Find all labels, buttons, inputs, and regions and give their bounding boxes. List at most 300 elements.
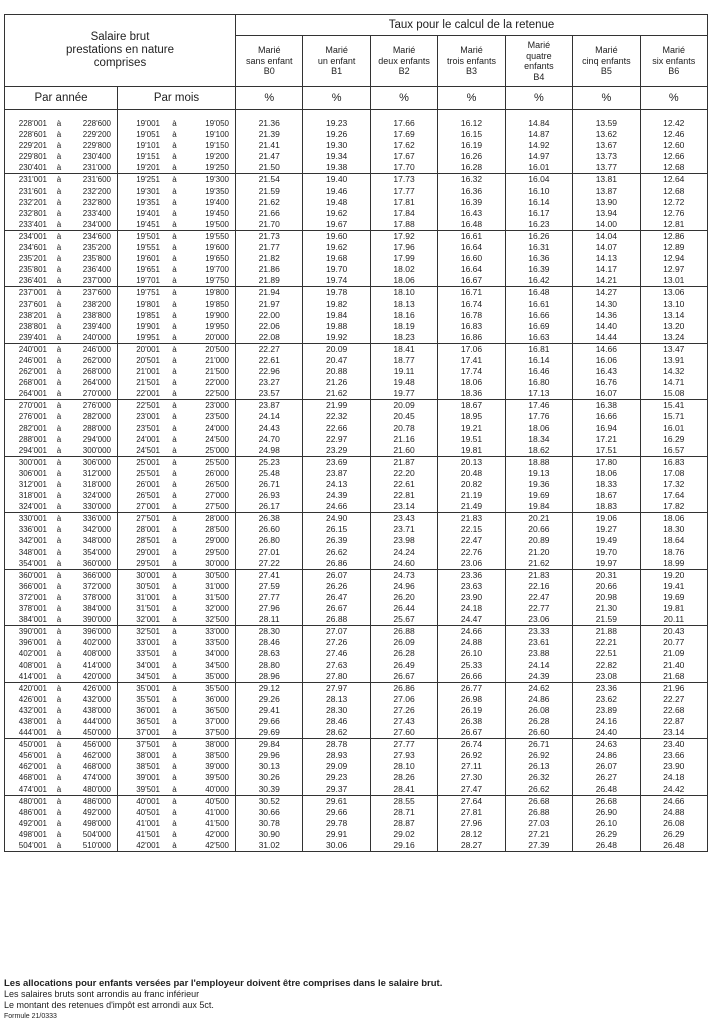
monthly-range-from: 19'951	[136, 332, 160, 342]
rate-cell-b1: 28.62	[303, 727, 370, 739]
annual-range	[5, 581, 118, 592]
annual-range-to: 420'000	[82, 671, 111, 681]
annual-range-from: 270'001	[18, 401, 47, 411]
rate-cell-b4: 26.68	[505, 795, 572, 807]
annual-range-from: 342'001	[18, 536, 47, 546]
annual-range-to: 234'000	[82, 219, 111, 229]
annual-range-to: 408'000	[82, 649, 111, 659]
range-separator: à	[56, 186, 62, 196]
annual-range-to: 235'800	[82, 254, 111, 264]
monthly-range-to: 22'000	[205, 378, 229, 388]
range-separator: à	[172, 378, 177, 388]
range-separator: à	[172, 649, 177, 659]
rate-cell-b3: 27.47	[438, 784, 505, 796]
annual-range-from: 354'001	[18, 558, 47, 568]
monthly-range-from: 21'501	[136, 378, 160, 388]
range-separator: à	[56, 130, 62, 140]
rate-cell-b3: 27.96	[438, 818, 505, 829]
monthly-range-to: 19'250	[205, 163, 229, 173]
rate-cell-b1: 26.47	[303, 592, 370, 603]
rate-cell-b2: 17.66	[370, 118, 437, 129]
annual-range-from: 360'001	[18, 570, 47, 580]
rate-cell-b5: 20.98	[573, 592, 640, 603]
rate-cell-b6: 19.69	[640, 592, 707, 603]
table-row	[5, 716, 708, 727]
rate-cell-b5: 17.21	[573, 434, 640, 445]
range-separator: à	[172, 208, 177, 218]
rate-header: Taux pour le calcul de la retenue	[236, 15, 708, 36]
monthly-range-to: 19'450	[205, 208, 229, 218]
rate-cell-b0: 22.00	[236, 310, 303, 321]
rate-cell-b1: 28.78	[303, 739, 370, 751]
rate-cell-b1: 24.13	[303, 479, 370, 490]
rate-cell-b0: 21.82	[236, 253, 303, 264]
rate-cell-b4: 16.66	[505, 310, 572, 321]
annual-range	[5, 501, 118, 513]
table-row	[5, 264, 708, 275]
table-row	[5, 705, 708, 716]
rate-cell-b6: 18.99	[640, 558, 707, 570]
rate-cell-b6: 12.89	[640, 242, 707, 253]
rate-cell-b1: 23.29	[303, 445, 370, 457]
rate-cell-b6: 13.10	[640, 299, 707, 310]
rate-cell-b6: 22.27	[640, 694, 707, 705]
rate-cell-b1: 20.47	[303, 355, 370, 366]
rate-cell-b3: 17.74	[438, 366, 505, 377]
rate-cell-b1: 28.93	[303, 750, 370, 761]
rate-cell-b0: 28.80	[236, 660, 303, 671]
rate-cell-b1: 19.38	[303, 162, 370, 174]
annual-range-from: 237'601	[18, 299, 47, 309]
rate-cell-b0: 24.43	[236, 423, 303, 434]
rate-cell-b1: 23.69	[303, 456, 370, 468]
rate-cell-b0: 22.96	[236, 366, 303, 377]
annual-range-to: 232'200	[82, 186, 111, 196]
rate-cell-b0: 29.26	[236, 694, 303, 705]
rate-cell-b3: 26.74	[438, 739, 505, 751]
monthly-range-from: 31'001	[136, 592, 160, 602]
rate-cell-b1: 28.30	[303, 705, 370, 716]
monthly-range-to: 21'500	[205, 367, 229, 377]
rate-cell-b0: 21.66	[236, 208, 303, 219]
rate-cell-b4: 23.61	[505, 637, 572, 648]
monthly-range-from: 19'101	[136, 141, 160, 151]
monthly-range	[118, 750, 236, 761]
rate-cell-b4: 19.36	[505, 479, 572, 490]
range-separator: à	[172, 152, 177, 162]
annual-range-to: 232'800	[82, 197, 111, 207]
rate-cell-b4: 23.88	[505, 648, 572, 659]
range-separator: à	[172, 751, 177, 761]
range-separator: à	[56, 671, 62, 681]
rate-cell-b3: 26.38	[438, 716, 505, 727]
monthly-range	[118, 727, 236, 739]
annual-range	[5, 490, 118, 501]
rate-cell-b1: 29.09	[303, 761, 370, 772]
monthly-range-to: 19'650	[205, 254, 229, 264]
rate-cell-b0: 22.61	[236, 355, 303, 366]
annual-range-to: 468'000	[82, 762, 111, 772]
rate-cell-b2: 24.24	[370, 547, 437, 558]
annual-range	[5, 739, 118, 751]
annual-range	[5, 118, 118, 129]
rate-cell-b0: 30.13	[236, 761, 303, 772]
monthly-range	[118, 694, 236, 705]
annual-range	[5, 818, 118, 829]
rate-cell-b5: 14.00	[573, 219, 640, 231]
table-row	[5, 377, 708, 388]
table-row	[5, 739, 708, 751]
monthly-range	[118, 614, 236, 626]
rate-cell-b6: 16.29	[640, 434, 707, 445]
rate-cell-b6: 18.76	[640, 547, 707, 558]
table-row	[5, 795, 708, 807]
range-separator: à	[172, 627, 177, 637]
annual-range-from: 432'001	[18, 705, 47, 715]
range-separator: à	[172, 547, 177, 557]
annual-range-from: 282'001	[18, 423, 47, 433]
rate-cell-b5: 26.48	[573, 784, 640, 796]
range-separator: à	[56, 276, 62, 286]
rate-cell-b1: 19.26	[303, 129, 370, 140]
monthly-range	[118, 829, 236, 840]
rate-cell-b4: 26.28	[505, 716, 572, 727]
monthly-range-to: 29'500	[205, 547, 229, 557]
annual-range-to: 276'000	[82, 401, 111, 411]
monthly-range-to: 19'350	[205, 186, 229, 196]
monthly-range	[118, 592, 236, 603]
rate-cell-b4: 17.46	[505, 400, 572, 412]
table-row	[5, 840, 708, 852]
annual-range-to: 229'200	[82, 130, 111, 140]
rate-cell-b3: 16.32	[438, 174, 505, 186]
monthly-range-from: 28'001	[136, 525, 160, 535]
rate-cell-b3: 16.86	[438, 332, 505, 344]
monthly-range	[118, 479, 236, 490]
annual-range	[5, 535, 118, 546]
range-separator: à	[172, 773, 177, 783]
rate-cell-b5: 16.66	[573, 411, 640, 422]
table-row	[5, 772, 708, 783]
range-separator: à	[56, 445, 62, 455]
monthly-range-from: 19'401	[136, 208, 160, 218]
rate-cell-b3: 16.64	[438, 264, 505, 275]
annual-range-from: 230'401	[18, 163, 47, 173]
rate-cell-b1: 26.88	[303, 614, 370, 626]
rate-cell-b6: 19.81	[640, 603, 707, 614]
rate-cell-b0: 28.63	[236, 648, 303, 659]
annual-range-from: 408'001	[18, 660, 47, 670]
annual-range-to: 498'000	[82, 818, 111, 828]
annual-range	[5, 445, 118, 457]
monthly-range	[118, 343, 236, 355]
monthly-range-from: 19'351	[136, 197, 160, 207]
monthly-range-to: 19'550	[205, 231, 229, 241]
rate-cell-b0: 21.97	[236, 299, 303, 310]
annual-range-from: 233'401	[18, 219, 47, 229]
rate-cell-b1: 26.86	[303, 558, 370, 570]
monthly-range-to: 26'000	[205, 468, 229, 478]
monthly-range	[118, 411, 236, 422]
rate-cell-b1: 27.26	[303, 637, 370, 648]
monthly-range-to: 33'000	[205, 627, 229, 637]
table-row	[5, 603, 708, 614]
rate-cell-b4: 16.14	[505, 355, 572, 366]
monthly-range	[118, 818, 236, 829]
monthly-range	[118, 230, 236, 242]
rate-cell-b2: 21.60	[370, 445, 437, 457]
annual-range	[5, 151, 118, 162]
monthly-range	[118, 275, 236, 287]
rate-cell-b5: 13.81	[573, 174, 640, 186]
rate-cell-b0: 25.48	[236, 468, 303, 479]
rate-cell-b2: 27.77	[370, 739, 437, 751]
annual-range-from: 450'001	[18, 740, 47, 750]
monthly-range-to: 39'000	[205, 762, 229, 772]
group-spacer	[5, 110, 708, 119]
monthly-range	[118, 660, 236, 671]
monthly-range	[118, 705, 236, 716]
rate-cell-b5: 19.27	[573, 524, 640, 535]
annual-range-from: 492'001	[18, 818, 47, 828]
rate-cell-b4: 16.01	[505, 162, 572, 174]
monthly-range-to: 35'500	[205, 683, 229, 693]
rate-cell-b5: 16.06	[573, 355, 640, 366]
rate-cell-b4: 20.21	[505, 513, 572, 525]
rate-cell-b4: 26.60	[505, 727, 572, 739]
rate-cell-b5: 21.30	[573, 603, 640, 614]
table-row	[5, 513, 708, 525]
range-separator: à	[172, 468, 177, 478]
range-separator: à	[172, 570, 177, 580]
rate-cell-b3: 16.64	[438, 242, 505, 253]
monthly-range-to: 40'000	[205, 784, 229, 794]
annual-range	[5, 174, 118, 186]
rate-cell-b6: 17.08	[640, 468, 707, 479]
rate-cell-b4: 14.92	[505, 140, 572, 151]
rate-cell-b6: 22.68	[640, 705, 707, 716]
rate-cell-b5: 23.36	[573, 682, 640, 694]
rate-cell-b3: 16.39	[438, 197, 505, 208]
rate-cell-b3: 16.67	[438, 275, 505, 287]
monthly-range-to: 42'000	[205, 829, 229, 839]
monthly-range-from: 32'501	[136, 627, 160, 637]
rate-cell-b1: 28.13	[303, 694, 370, 705]
rate-cell-b6: 12.64	[640, 174, 707, 186]
range-separator: à	[172, 434, 177, 444]
rate-cell-b1: 20.09	[303, 343, 370, 355]
rate-cell-b5: 13.62	[573, 129, 640, 140]
rate-cell-b2: 20.45	[370, 411, 437, 422]
annual-range-from: 236'401	[18, 276, 47, 286]
rate-cell-b6: 14.32	[640, 366, 707, 377]
range-separator: à	[56, 389, 62, 399]
rate-cell-b3: 21.19	[438, 490, 505, 501]
form-number: Formule 21/0333	[4, 1013, 57, 1020]
range-separator: à	[56, 299, 62, 309]
rate-cell-b3: 20.13	[438, 456, 505, 468]
annual-range	[5, 603, 118, 614]
monthly-range-to: 36'000	[205, 694, 229, 704]
rate-cell-b2: 26.86	[370, 682, 437, 694]
rate-cell-b3: 26.10	[438, 648, 505, 659]
range-separator: à	[56, 762, 62, 772]
rate-cell-b3: 20.48	[438, 468, 505, 479]
rate-cell-b3: 16.60	[438, 253, 505, 264]
annual-range-to: 486'000	[82, 796, 111, 806]
monthly-range-to: 33'500	[205, 638, 229, 648]
rate-cell-b3: 16.83	[438, 321, 505, 332]
rate-cell-b3: 18.95	[438, 411, 505, 422]
spacer-cell	[118, 110, 236, 119]
rate-cell-b6: 15.71	[640, 411, 707, 422]
rate-cell-b1: 29.91	[303, 829, 370, 840]
column-header-b6: Marié six enfants B6	[640, 36, 707, 87]
annual-range-from: 444'001	[18, 728, 47, 738]
range-separator: à	[172, 638, 177, 648]
annual-range-to: 342'000	[82, 525, 111, 535]
annual-range-to: 270'000	[82, 389, 111, 399]
rate-cell-b0: 26.17	[236, 501, 303, 513]
annual-range-from: 378'001	[18, 604, 47, 614]
range-separator: à	[56, 219, 62, 229]
rate-cell-b4: 16.04	[505, 174, 572, 186]
rate-cell-b0: 30.52	[236, 795, 303, 807]
rate-cell-b1: 29.37	[303, 784, 370, 796]
rate-cell-b4: 19.13	[505, 468, 572, 479]
range-separator: à	[172, 514, 177, 524]
per-month-header: Par mois	[118, 87, 236, 110]
annual-range-from: 235'201	[18, 254, 47, 264]
rate-cell-b5: 13.94	[573, 208, 640, 219]
annual-range-from: 276'001	[18, 412, 47, 422]
table-row	[5, 807, 708, 818]
rate-cell-b4: 22.16	[505, 581, 572, 592]
rate-cell-b5: 19.70	[573, 547, 640, 558]
rate-cell-b2: 17.70	[370, 162, 437, 174]
rate-cell-b5: 24.40	[573, 727, 640, 739]
rate-cell-b6: 12.97	[640, 264, 707, 275]
rate-cell-b4: 22.47	[505, 592, 572, 603]
rate-cell-b0: 27.22	[236, 558, 303, 570]
rate-cell-b0: 26.80	[236, 535, 303, 546]
annual-range-from: 232'201	[18, 197, 47, 207]
rate-cell-b0: 30.39	[236, 784, 303, 796]
annual-range	[5, 784, 118, 796]
annual-range-from: 240'001	[18, 344, 47, 354]
rate-cell-b4: 26.88	[505, 807, 572, 818]
annual-range-to: 396'000	[82, 627, 111, 637]
monthly-range-to: 19'950	[205, 321, 229, 331]
monthly-range-to: 19'100	[205, 130, 229, 140]
table-row	[5, 818, 708, 829]
range-separator: à	[56, 423, 62, 433]
rate-cell-b0: 28.46	[236, 637, 303, 648]
annual-range-to: 330'000	[82, 502, 111, 512]
rate-cell-b1: 27.63	[303, 660, 370, 671]
spacer-cell	[370, 110, 437, 119]
monthly-range	[118, 242, 236, 253]
annual-range-from: 480'001	[18, 796, 47, 806]
annual-range-from: 486'001	[18, 807, 47, 817]
annual-range-to: 336'000	[82, 514, 111, 524]
range-separator: à	[172, 445, 177, 455]
rate-cell-b3: 18.06	[438, 377, 505, 388]
rate-cell-b1: 19.68	[303, 253, 370, 264]
rate-cell-b6: 13.91	[640, 355, 707, 366]
rate-cell-b5: 14.44	[573, 332, 640, 344]
monthly-range	[118, 253, 236, 264]
range-separator: à	[56, 829, 62, 839]
annual-range-to: 237'600	[82, 288, 111, 298]
monthly-range	[118, 716, 236, 727]
monthly-range-from: 33'501	[136, 649, 160, 659]
rate-cell-b4: 17.76	[505, 411, 572, 422]
range-separator: à	[172, 457, 177, 467]
table-row	[5, 411, 708, 422]
monthly-range-to: 35'000	[205, 671, 229, 681]
rate-cell-b0: 21.41	[236, 140, 303, 151]
rate-cell-b6: 19.20	[640, 569, 707, 581]
table-row	[5, 727, 708, 739]
rate-cell-b1: 22.66	[303, 423, 370, 434]
annual-range-from: 234'601	[18, 243, 47, 253]
annual-range-from: 268'001	[18, 378, 47, 388]
annual-range-from: 229'201	[18, 141, 47, 151]
rate-cell-b6: 26.29	[640, 829, 707, 840]
rate-cell-b4: 17.13	[505, 388, 572, 400]
rate-cell-b5: 26.10	[573, 818, 640, 829]
rate-cell-b0: 25.23	[236, 456, 303, 468]
rate-cell-b0: 21.36	[236, 118, 303, 129]
rate-cell-b5: 16.76	[573, 377, 640, 388]
annual-range-to: 234'600	[82, 231, 111, 241]
range-separator: à	[56, 321, 62, 331]
monthly-range-from: 19'051	[136, 130, 160, 140]
rate-cell-b1: 19.70	[303, 264, 370, 275]
monthly-range-from: 19'651	[136, 265, 160, 275]
monthly-range-from: 19'751	[136, 288, 160, 298]
annual-range-to: 231'000	[82, 163, 111, 173]
rate-cell-b2: 19.48	[370, 377, 437, 388]
annual-range	[5, 829, 118, 840]
table-row	[5, 501, 708, 513]
monthly-range	[118, 739, 236, 751]
rate-cell-b1: 19.78	[303, 287, 370, 299]
annual-range-to: 390'000	[82, 615, 111, 625]
monthly-range	[118, 501, 236, 513]
monthly-range-to: 19'500	[205, 219, 229, 229]
range-separator: à	[172, 197, 177, 207]
rate-cell-b0: 21.59	[236, 186, 303, 197]
range-separator: à	[172, 829, 177, 839]
rate-cell-b3: 23.90	[438, 592, 505, 603]
rate-cell-b3: 25.33	[438, 660, 505, 671]
rate-cell-b2: 17.77	[370, 186, 437, 197]
rate-cell-b5: 16.43	[573, 366, 640, 377]
rate-cell-b3: 18.36	[438, 388, 505, 400]
monthly-range	[118, 807, 236, 818]
rate-cell-b0: 30.66	[236, 807, 303, 818]
monthly-range-from: 19'551	[136, 243, 160, 253]
annual-range-to: 414'000	[82, 660, 111, 670]
rate-cell-b4: 26.13	[505, 761, 572, 772]
range-separator: à	[56, 502, 62, 512]
rate-cell-b3: 16.78	[438, 310, 505, 321]
monthly-range-to: 24'000	[205, 423, 229, 433]
rate-cell-b6: 20.43	[640, 626, 707, 638]
table-row	[5, 445, 708, 457]
